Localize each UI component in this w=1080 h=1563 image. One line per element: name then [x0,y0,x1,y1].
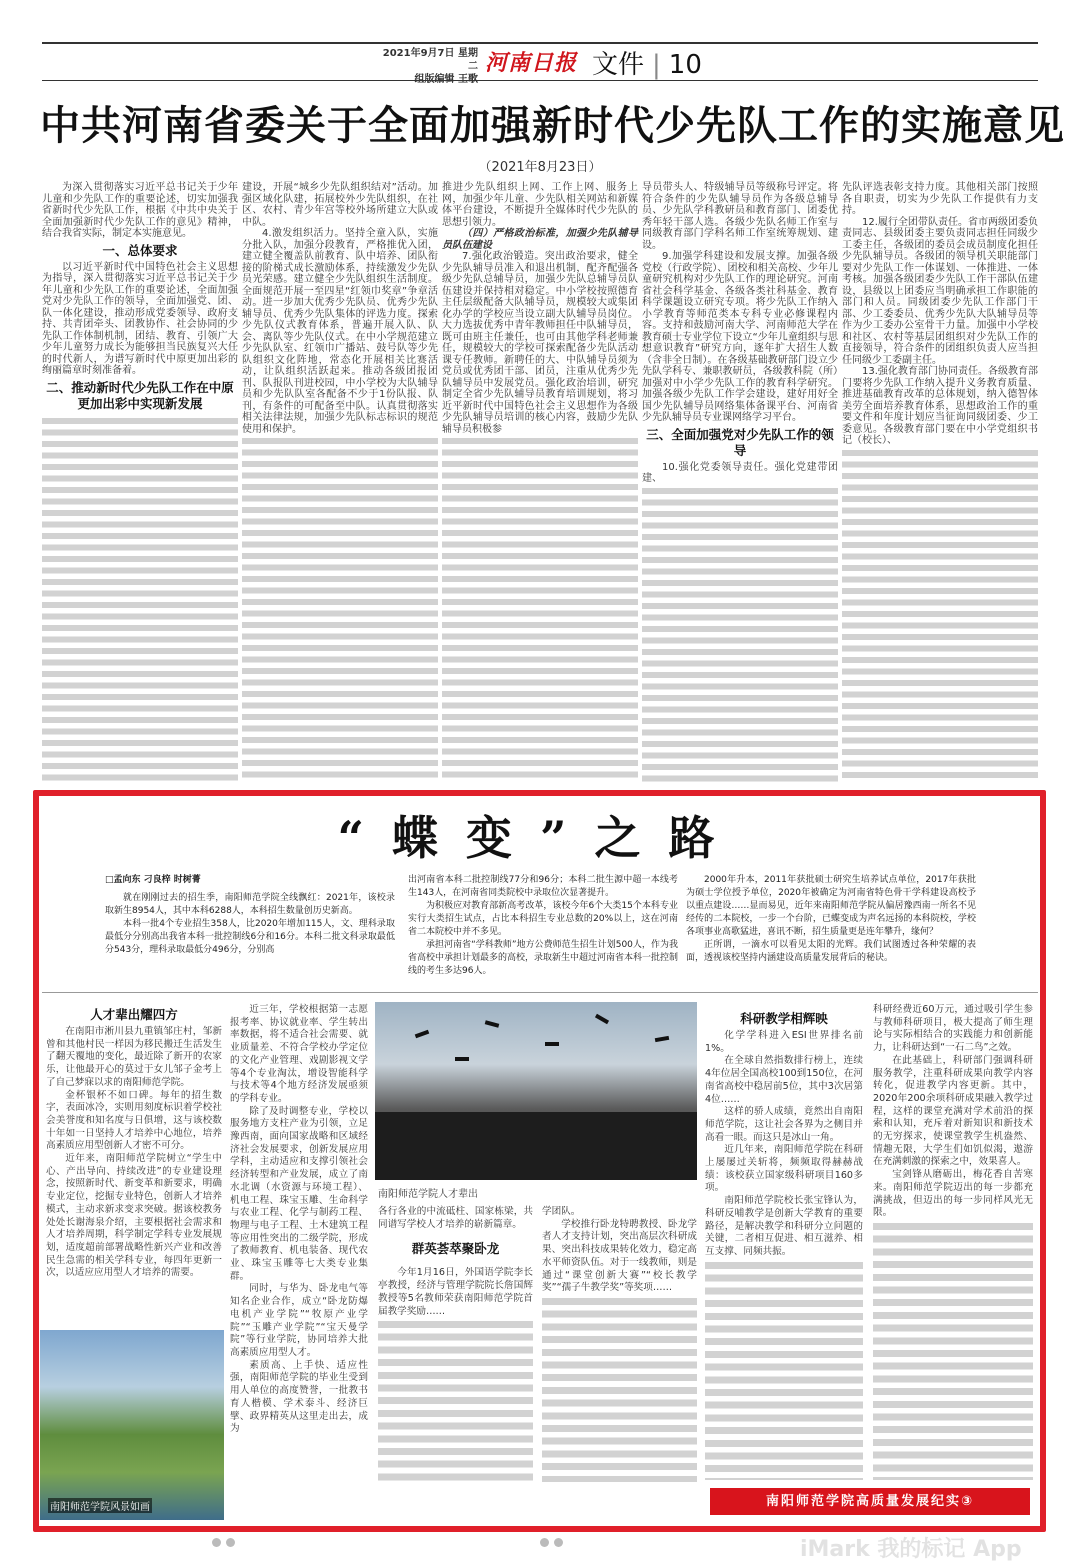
paragraph: 除了及时调整专业，学校以服务地方支柱产业为引领，立足豫西南，面向国家战略和区域经济社会发展要求，创新发展应用学科，主动适应和支撑引领社会经济转型和产业发展，成立了南水北调（水资源与环境工程）、机电工程、珠宝玉雕、生命科学与农业工程、化学与制药工程、物理与电子工程、土木建筑工程等应用性突出的二级学院，形成了教师教育、机电装备、现代农业、珠宝玉雕等七大类专业集群。 [230,1105,368,1282]
paragraph: 9.加强学科建设和发展支撑。加强各级党校（行政学院）、团校和相关高校、少年儿童研究机构对少先队工作的理论研究。河南省社会科学基金、各级各类社科基金、教育科学课题设立研究专项。将少先队工作纳入小学教育等师范类本专科专业必修课程内容。支持和鼓励河南大学、河南师范大学在教育硕士专业学位下设立“少年儿童组织与思想意识教育”研究方向，逐年扩大招生人数（含非全日制）。在各级基础教研部门设立少先队学科专、兼职教研员，各级教科院（所）加强对中小学少先队工作的教育科学研究。加强各级少先队工作学会建设，建好用好全国少先队辅导员网络集体备课平台、河南省少先队辅导员专业课网络学习平台。 [642,251,838,423]
research-column-cont [873,1004,1033,1480]
text-block [842,447,1038,783]
paragraph: 近几年来，南阳师范学院在科研上屡屡过关斩将，频频取得赫赫战绩：该校获立国家级科研项目160多项。 [705,1144,863,1194]
photo-caption: 南阳师范学院风景如画 [48,1498,152,1513]
lead-paragraph: 出河南省本科二批控制线77分和96分；本科二批生源中超一本线考生143人，在河南省同类院校中录取位次显著提升。 [408,875,678,898]
page-number: 10 [668,50,702,80]
paragraph: 7.强化政治锻造。突出政治要求，健全少先队辅导员准入和退出机制，配齐配强各级少先队总辅导员，加强少先队总辅导员队伍建设并保持相对稳定。中小学校按照德育主任层级配备大队辅导员，规模较大或集团化办学的学校应当设立副大队辅导员岗位。大力选拔优秀中青年教师担任中队辅导员，既可由班主任兼任，也可由其他学科老师兼任，规模较大的学校可探索配备少先队活动课专任教师。新聘任的大、中队辅导员须为党员或优秀团干部、团员，注重从优秀少先队辅导员中发展党员。强化政治培训，研究制定全省少先队辅导员教育培训规划，将习近平新时代中国特色社会主义思想作为各级少先队辅导员培训的核心内容，鼓励少先队辅导员积极参 [442,251,638,435]
page-indicator-dot[interactable] [554,1538,563,1547]
text-block [542,1295,697,1482]
watermark: iMark 我的标记 App [800,1537,1022,1562]
page-indicator-dot[interactable] [212,1538,221,1547]
top-rule [42,42,1038,44]
page-indicator-dot[interactable] [226,1538,235,1547]
paragraph: 近三年，学校根据第一志愿报考率、协议就业率、学生转出率数据，将不适合社会需要、就业质量差、不符合学校办学定位的文化产业管理、戏剧影视文学等4个专业淘汰，增设智能科学与技术等4个地方经济发展亟须的学科专业。 [230,1004,368,1104]
text-block [242,435,438,782]
elite-column-cont [542,1206,697,1482]
header-rule [42,80,1038,81]
section-heading: 二、推动新时代少先队工作在中原更加出彩中实现新发展 [46,379,234,411]
section-label: 文件 | 10 [592,50,702,80]
lead-paragraph: 正所谓，一滴水可以看见太阳的光辉。我们试图透过各种荣耀的表面，透视该校坚持内涵建设高质量发展背后的秘诀。 [686,940,976,963]
section-heading: 科研教学相辉映 [740,1011,828,1026]
graduates-photo [375,1002,697,1180]
feature-title: “蝶变”之路 [337,811,743,865]
section-heading: 三、全面加强党对少先队工作的领导 [646,426,834,458]
article-column [242,182,438,782]
paragraph: 化学学科进入ESI世界排名前1%。 [705,1030,863,1054]
paragraph: 4.激发组织活力。坚持全童入队，实施分批入队，加强分段教育，严格推优入团，建立健全覆盖队前教育、队中培养、团队衔接的阶梯式成长激励体系，持续激发少先队员光荣感。建立健全少先队组织生活制度。全面规范开展一至四星“红领巾奖章”争章活动。进一步加大优秀少先队员、优秀少先队辅导员、优秀少先队集体的评选力度。探索少先队仪式教育体系，普遍开展入队、队会、离队等少先队仪式。在中小学规范建立少先队队室、红领巾广播站、鼓号队等少先队组织文化阵地，常态化开展相关比赛活动，让队组织活跃起来。推动各级团报团刊、队报队刊进校园，中小学校为大队辅导员和少先队队室各配备不少于1份队报、队刊，有条件的可配备至中队。认真贯彻落实相关法律法规，加强少先队标志标识的规范使用和保护。 [242,228,438,435]
paragraph: 推进少先队组织上网、工作上网、服务上网，加强少年儿童、少先队相关网站和新媒体平台建设，不断提升全媒体时代少先队的思想引领力。 [442,182,638,228]
graduation-caps-illustration [375,1002,697,1180]
paragraph: 为深入贯彻落实习近平总书记关于少年儿童和少先队工作的重要论述，切实加强我省新时代少先队工作，根据《中共中央关于全面加强新时代少先队工作的意见》精神，结合我省实际，制定本实施意见。 [42,182,238,239]
lead-paragraph: 2000年升本，2011年获批硕士研究生培养试点单位，2017年获批为硕士学位授予单位，2020年被确定为河南省特色骨干学科建设高校予以重点建设……显而易见，近年来南阳师范学院从偏居豫西南一所名不见经传的二本院校，一步一个台阶，已蝶变成为声名远扬的本科院校，学校各项事业高歌猛进，喜讯不断，招生质量更是连年攀升，缘何？ [686,875,976,937]
lead-col-2 [408,874,678,978]
talent-column-cont [230,1004,368,1516]
elite-column [378,1206,533,1482]
text-block [705,1259,863,1480]
lead-paragraph: 为积极应对教育部新高考改革，该校今年6个大类15个本科专业实行大类招生试点，占比本科招生专业总数的20%以上，这在河南省二本院校中并不多见。 [408,901,678,937]
lead-col-3 [686,874,976,965]
section-heading: 一、总体要求 [102,242,178,258]
article-title: 中共河南省委关于全面加强新时代少先队工作的实施意见 [40,102,1065,149]
paragraph: 在南阳市淅川县九重镇邹庄村，邹新曾和其他村民一样因为移民搬迁生活发生了翻天覆地的变化，最近除了新开的农家乐，让他最开心的莫过于女儿邹子金考上了自己梦寐以求的南阳师范学院。 [46,1026,222,1088]
paragraph: 同时，与华为、卧龙电气等知名企业合作，成立“卧龙防爆电机产业学院”“牧原产业学院”“玉雕产业学院”“宝天曼学院”等行业学院，协同培养大批高素质应用型人才。 [230,1283,368,1358]
article-column [442,182,638,782]
paragraph: 导员带头人、特级辅导员等级称号评定。将符合条件的少先队辅导员作为各级总辅导员、少先队学科教研员和教育部门、团委优秀年轻干部人选。各级少先队名师工作室与同级教育部门学科名师工作室统筹规划、建设。 [642,182,838,251]
section-heading: 群英荟萃聚卧龙 [411,1241,500,1257]
paragraph: 学校推行卧龙特聘教授、卧龙学者人才支持计划，突出高层次科研成果、突出科技成果转化效力，稳定高水平师资队伍。对于一线教师，则是通过“课堂创新大赛”“校长教学奖”“孺子牛教学奖”等奖项…… [542,1218,697,1294]
lead-paragraph: 本科一批4个专业招生358人，比2020年增加115人，文、理科录取最低分分别高出我省本科一批控制线6分和16分。本科二批文科录取最低分543分，理科录取最低分496分，分别高 [105,919,395,955]
photo-caption: 南阳师范学院人才辈出 [378,1189,478,1200]
lead-paragraph: 承担河南省“学科教师”地方公费师范生招生计划500人，作为我省高校中承担计划最多的高校，录取新生中超过河南省本科一批控制线的考生多达96人。 [408,940,679,976]
paragraph: 12.履行全团带队责任。省市两级团委负责同志、县级团委主要负责同志担任同级少工委主任，各级团的委员会成员制度化担任少先队辅导员。各级团的领导机关职能部门要对少先队工作一体谋划、一体推进、一体考核。加强各级团委少先队工作干部队伍建设，县级以上团委应当明确承担工作职能的部门和人员。同级团委少先队工作部门干部、少工委委员、优秀少先队大队辅导员等作为少工委办公室骨干力量。加强中小学校和社区、农村等基层团组织对少先队工作的直接领导，符合条件的团组织负责人应当担任同级少工委副主任。 [842,216,1038,366]
paragraph: 以习近平新时代中国特色社会主义思想为指导，深入贯彻落实习近平总书记关于少年儿童和少先队工作的重要论述，全面加强党对少先队工作的领导，全面加强党、团、队一体化建设，推动形成党委领导、政府支持、共青团牵头、团教协作、社会协同的少先队工作体制机制，团结、教育、引领广大少年儿童努力成长为能够担当民族复兴大任的时代新人，为谱写新时代中原更加出彩的绚丽篇章时刻准备着。 [42,261,238,376]
paragraph: 科研经费近60万元，通过吸引学生参与教师科研项目，极大提高了师生理论与实际相结合的实践能力和创新能力，让科研达到“一石二鸟”之效。 [873,1004,1033,1054]
page-indicator-dot[interactable] [540,1538,549,1547]
newspaper-logo: 河南日报 [485,50,578,76]
byline: □孟向东 刁良梓 时树菁 [105,875,201,885]
text-block [873,1220,1033,1480]
paragraph: 在此基础上，科研部门强调科研服务教学，注重科研成果向教学内容转化，促进教学内容更新。其中，2020年200余项科研成果融入教学过程，这样的课堂充满对学术前沿的探索和认知，充斥着对新知识和新技术的无穷探求，使课堂教学生机盎然、情趣无限，大学生们如饥似渴，遨游在充满刺激的探索之中，效果喜人。 [873,1054,1033,1168]
paragraph: 近年来，南阳师范学院树立“学生中心、产出导向、持续改进”的专业建设理念，按照新时代、新变革和新要求，明确专业定位，挖掘专业特色，创新人才培养模式，主动求新求变求突破。据该校教务处处长谢海泉介绍，主要根据社会需求和人才培养周期，科学制定学科专业发展规划，适度超前部署战略性新兴产业和改善民生急需的相关学科专业，每四年更新一次，以适应应用型人才培养的需要。 [46,1153,222,1279]
paragraph: 今年1月16日，外国语学院李长亭教授，经济与管理学院院长詹国辉教授等5名教师荣获南阳师范学院首届教学奖励…… [378,1267,533,1317]
article-column [842,182,1038,782]
talent-column [46,1004,222,1326]
subsection-heading: （四）严格政治标准，加强少先队辅导员队伍建设 [442,228,638,251]
campus-photo [40,1330,224,1520]
lead-divider [42,992,1038,993]
paragraph: 这样的骄人成绩，竟然出自南阳师范学院，这让社会各界为之侧目并高看一眼。而这只是冰山一角。 [705,1106,863,1143]
text-block [642,485,838,783]
text-block [442,435,638,782]
article-column [642,182,838,782]
paragraph: 南阳师范学院校长张宝锋认为，科研反哺教学是创新大学教育的重要路径，是解决教学和科研分立问题的关键，二者相互促进、相互滋养、相互支撑、同频共振。 [705,1195,863,1257]
issue-date: 2021年9月7日 星期二 [382,48,478,72]
paragraph: 素质高、上手快、适应性强，南阳师范学院的毕业生受到用人单位的高度赞誉，一批教书育人楷模、学术泰斗、经济巨擘、政界精英从这里走出去，成为 [230,1359,368,1435]
paragraph: 宝剑锋从磨砺出，梅花香自苦寒来。南阳师范学院迈出的每一步都充满挑战，但迈出的每一步同样风光无限。 [873,1169,1033,1219]
paragraph: 13.强化教育部门协同责任。各级教育部门要将少先队工作纳入提升义务教育质量、推进基础教育改革的总体规划，纳入德智体美劳全面培养教育体系，思想政治工作的重要文件和年度计划应当征询同级团委、少工委意见。各级教育部门要在中小学党组织书记（校长）、 [842,366,1038,446]
paragraph: 各行各业的中流砥柱、国家栋梁，共同谱写学校人才培养的崭新篇章。 [378,1206,533,1230]
paragraph: 在全球自然指数排行榜上，连续4年位居全国高校100到150位，在河南省高校中稳居前5位，其中3次居第4位…… [705,1055,863,1105]
paragraph: 学团队。 [542,1206,581,1217]
paragraph: 建设，开展“城乡少先队组织结对”活动。加强区域化队建，拓展校外少先队组织，在社区、农村、青少年宫等校外场所建立大队或中队。 [242,182,438,228]
section-heading: 人才辈出耀四方 [90,1007,178,1022]
paragraph: 先队评选表彰支持力度。其他相关部门按照各自职责，切实为少先队工作提供有力支持。 [842,182,1038,216]
series-banner: 南阳师范学院高质量发展纪实③ [710,1488,1030,1515]
research-column [705,1008,863,1480]
text-block [378,1318,533,1482]
article-date: （2021年8月23日） [478,160,602,175]
section-name: 文件 [592,50,645,80]
paragraph: 金杯银杯不如口碑。每年的招生数字，表面冰冷，实则用刻度标识着学校社会美誉度和知名度与日俱增，这与该校数十年如一日坚持人才培养中心地位，培养高素质应用型创新人才密不可分。 [46,1089,222,1152]
lead-paragraph: 就在刚刚过去的招生季，南阳师范学院全线飘红：2021年，该校录取新生8954人，其中本科6288人，本科招生数量创历史新高。 [105,893,395,916]
lead-col-1 [105,874,395,957]
article-column [42,182,238,782]
text-block [42,415,238,783]
paragraph: 10.强化党委领导责任。强化党建带团建、 [642,461,838,484]
